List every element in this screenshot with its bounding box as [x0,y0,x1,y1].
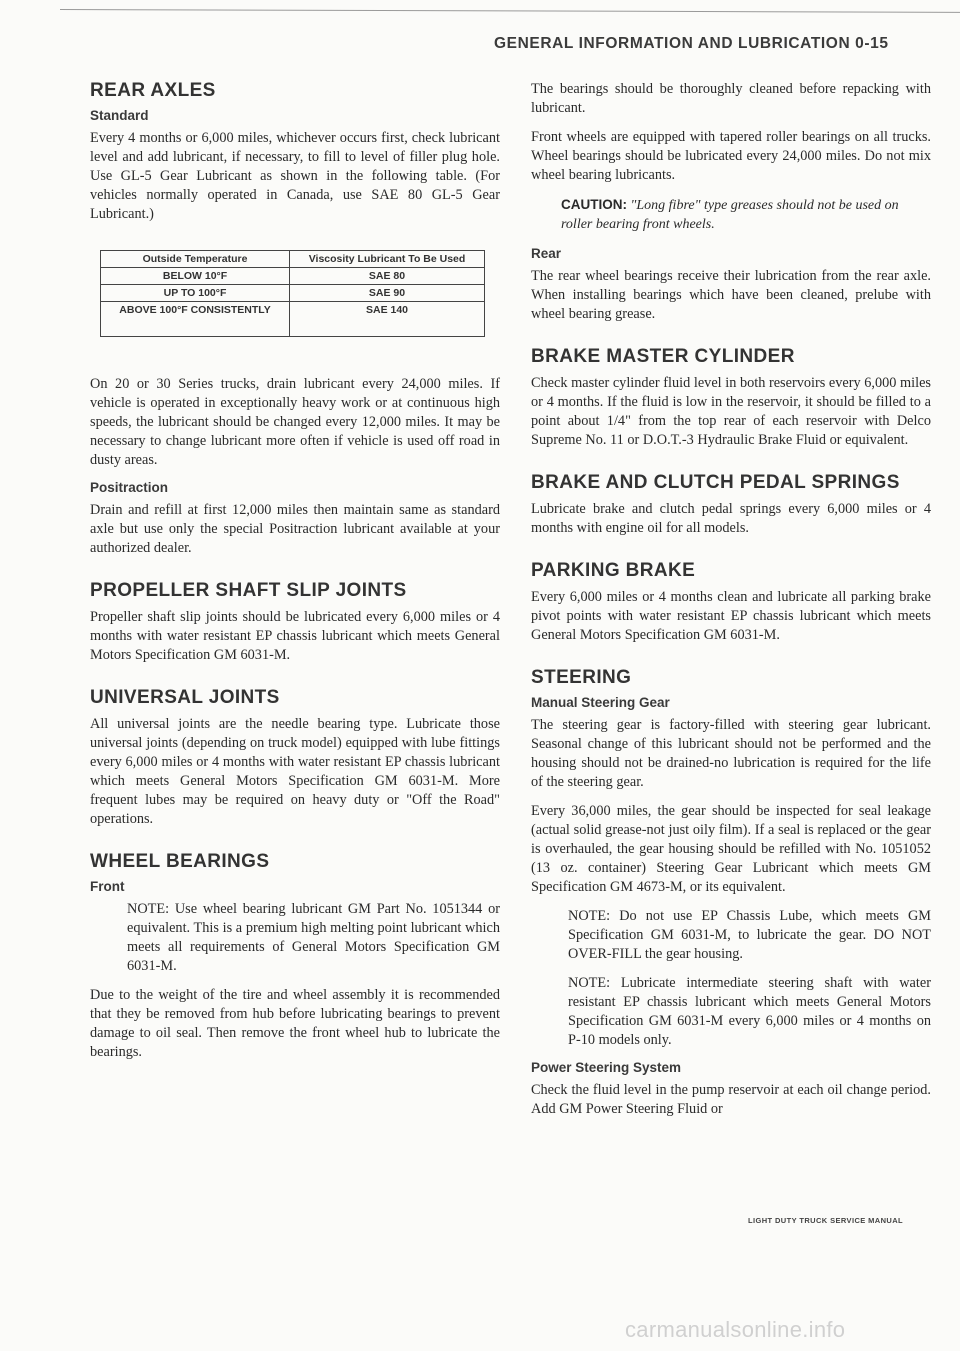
paragraph-steering-1: The steering gear is factory-filled with steering gear lubricant. Seasonal change of this lubricant should not be performed and the housing should not be drained-no lubrication is required for the life of the steering gear. [531,717,931,790]
paragraph-pedal-springs: Lubricate brake and clutch pedal springs every 6,000 miles or 4 months with engine oil for all models. [531,501,931,536]
section-title-rear-axles: REAR AXLES [90,80,216,101]
table-row [101,268,485,285]
section-title-parking-brake: PARKING BRAKE [531,560,696,581]
paragraph-brake-master: Check master cylinder fluid level in both reservoirs every 6,000 miles or 4 months. If the fluid is low in the reservoir, it should be filled to a point about 1/4" from the top rear of each reservoir with Delco Supreme No. 11 or D.O.T.-3 Hydraulic Brake Fluid or equivalent. [531,375,931,448]
table-cell: SAE 80 [290,268,485,285]
table-cell: SAE 140 [290,302,485,337]
top-rule [60,9,960,13]
footer: LIGHT DUTY TRUCK SERVICE MANUAL [748,1216,904,1225]
table-cell: ABOVE 100°F CONSISTENTLY [101,302,290,337]
paragraph-steering-2: Every 36,000 miles, the gear should be inspected for seal leakage (actual solid grease-not just oily film). If a seal is replaced or the gear is overhauled, the gear housing should be refilled with No. 1051052 (13 oz. container) Steering Gear Lubricant which meets GM Specification GM 4673-M, or its equivalent. [531,803,931,895]
table-cell: SAE 90 [290,285,485,302]
section-title-universal: UNIVERSAL JOINTS [90,687,280,708]
section-title-brake-master: BRAKE MASTER CYLINDER [531,346,795,367]
table-cell: UP TO 100°F [101,285,290,302]
lubricant-table [100,250,485,337]
page-header: GENERAL INFORMATION AND LUBRICATION 0-15 [494,35,889,52]
caution-text: "Long fibre" type greases should not be used on roller bearing front wheels. [561,198,899,232]
table-header-row [101,251,485,268]
table-cell: BELOW 10°F [101,268,290,285]
paragraph-parking-brake: Every 6,000 miles or 4 months clean and lubricate all parking brake pivot points with water resistant EP chassis lubricant which meets General Motors Specification GM 6031-M. [531,589,931,643]
subsection-rear: Rear [531,246,562,261]
table-header: Viscosity Lubricant To Be Used [290,251,485,268]
paragraph-positraction: Drain and refill at first 12,000 miles then maintain same as standard axle but use only the special Positraction lubricant available at your authorized dealer. [90,502,500,556]
subsection-positraction: Positraction [90,480,169,495]
paragraph-rear: The rear wheel bearings receive their lubrication from the rear axle. When installing bearings which have been cleaned, prelube with wheel bearing grease. [531,268,931,322]
watermark: carmanualsonline.info [625,1317,846,1342]
caution-note [561,195,931,234]
paragraph-front-wheels: Front wheels are equipped with tapered roller bearings on all trucks. Wheel bearings should be lubricated every 24,000 miles. Do not mix wheel bearing lubricants. [531,129,931,183]
note-wheel-bearing: NOTE: Use wheel bearing lubricant GM Part No. 1051344 or equivalent. This is a premium high melting point lubricant which meets all requirements of General Motors Specification GM 6031-M. [127,901,500,974]
subsection-power-steering: Power Steering System [531,1060,682,1075]
paragraph-power-steering: Check the fluid level in the pump reservoir at each oil change period. Add GM Power Steering Fluid or [531,1082,931,1117]
subsection-front: Front [90,879,125,894]
caution-label: CAUTION: [561,197,627,212]
table-row [101,302,485,337]
paragraph-series: On 20 or 30 Series trucks, drain lubricant every 24,000 miles. If vehicle is operated in exceptionally heavy work or at continuous high speeds, the lubricant should be changed every 12,000 miles. It may be necessary to change lubricant more often if vehicle is used off road in dusty areas. [90,376,500,468]
right-column [531,80,931,1129]
subsection-manual-steering: Manual Steering Gear [531,695,670,710]
subsection-standard: Standard [90,108,149,123]
table-row [101,285,485,302]
note-steering-1: NOTE: Do not use EP Chassis Lube, which meets GM Specification GM 6031-M, to lubricate the gear. DO NOT OVER-FILL the gear housing. [568,908,931,962]
section-title-steering: STEERING [531,667,632,688]
section-title-propeller: PROPELLER SHAFT SLIP JOINTS [90,580,407,601]
section-title-pedal-springs: BRAKE AND CLUTCH PEDAL SPRINGS [531,472,900,493]
left-column [90,80,500,1072]
paragraph-standard: Every 4 months or 6,000 miles, whichever occurs first, check lubricant level and add lubricant, if necessary, to fill to level of filler plug hole. Use GL-5 Gear Lubricant as shown in the following table. (For vehicles normally operated in Canada, use SAE 80 GL-5 Gear Lubricant.) [90,130,500,222]
paragraph-wheel-weight: Due to the weight of the tire and wheel assembly it is recommended that they be removed from hub before lubricating bearings to prevent damage to oil seal. Then remove the front wheel hub to lubricate the bearings. [90,987,500,1060]
paragraph-bearings-clean: The bearings should be thoroughly cleaned before repacking with lubricant. [531,81,931,116]
table-header: Outside Temperature [101,251,290,268]
paragraph-propeller: Propeller shaft slip joints should be lubricated every 6,000 miles or 4 months with water resistant EP chassis lubricant which meets General Motors Specification GM 6031-M. [90,609,500,663]
section-title-wheel-bearings: WHEEL BEARINGS [90,851,270,872]
note-steering-2: NOTE: Lubricate intermediate steering shaft with water resistant EP chassis lubricant which meets General Motors Specification GM 6031-M every 6,000 miles or 4 months on P-10 models only. [568,975,931,1048]
paragraph-universal: All universal joints are the needle bearing type. Lubricate those universal joints (depending on truck model) equipped with lube fittings every 6,000 miles or 4 months with water resistant EP chassis lubricant which meets General Motors Specification GM 6031-M. More frequent lubes may be required on heavy duty or "Off the Road" operations. [90,716,500,827]
